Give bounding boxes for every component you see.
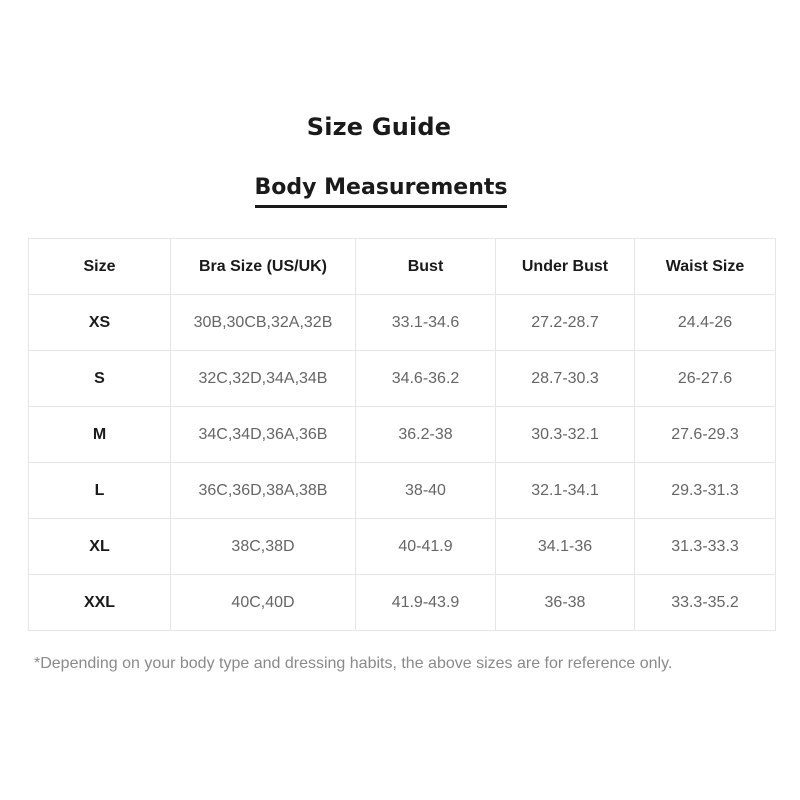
bra-size-cell: 40C,40D [171,575,356,631]
section-heading: Body Measurements [255,173,508,208]
waist-size-cell: 24.4-26 [635,295,776,351]
bust-cell: 34.6-36.2 [356,351,496,407]
table-row [29,351,776,407]
size-chart-table [28,238,776,631]
page-title: Size Guide [306,113,452,141]
under-bust-cell: 36-38 [496,575,635,631]
waist-size-cell: 26-27.6 [635,351,776,407]
header-waist-size: Waist Size [635,239,776,295]
under-bust-cell: 28.7-30.3 [496,351,635,407]
waist-size-cell: 33.3-35.2 [635,575,776,631]
header-size: Size [29,239,171,295]
disclaimer-note: *Depending on your body type and dressing habits, the above sizes are for reference only. [34,655,673,672]
table-row [29,295,776,351]
under-bust-cell: 27.2-28.7 [496,295,635,351]
size-cell: XS [29,295,171,351]
bra-size-cell: 36C,36D,38A,38B [171,463,356,519]
size-cell: XL [29,519,171,575]
bra-size-cell: 34C,34D,36A,36B [171,407,356,463]
waist-size-cell: 29.3-31.3 [635,463,776,519]
bra-size-cell: 32C,32D,34A,34B [171,351,356,407]
bust-cell: 36.2-38 [356,407,496,463]
under-bust-cell: 34.1-36 [496,519,635,575]
header-under-bust: Under Bust [496,239,635,295]
bust-cell: 33.1-34.6 [356,295,496,351]
section-heading-wrap [0,173,762,208]
bust-cell: 40-41.9 [356,519,496,575]
size-cell: XXL [29,575,171,631]
table-row [29,407,776,463]
table-header-row [29,239,776,295]
under-bust-cell: 30.3-32.1 [496,407,635,463]
size-cell: L [29,463,171,519]
bust-cell: 38-40 [356,463,496,519]
header-bust: Bust [356,239,496,295]
bra-size-cell: 30B,30CB,32A,32B [171,295,356,351]
under-bust-cell: 32.1-34.1 [496,463,635,519]
table-row [29,463,776,519]
table-row [29,575,776,631]
header-bra-size: Bra Size (US/UK) [171,239,356,295]
waist-size-cell: 31.3-33.3 [635,519,776,575]
size-cell: M [29,407,171,463]
bra-size-cell: 38C,38D [171,519,356,575]
bust-cell: 41.9-43.9 [356,575,496,631]
waist-size-cell: 27.6-29.3 [635,407,776,463]
size-cell: S [29,351,171,407]
table-row [29,519,776,575]
